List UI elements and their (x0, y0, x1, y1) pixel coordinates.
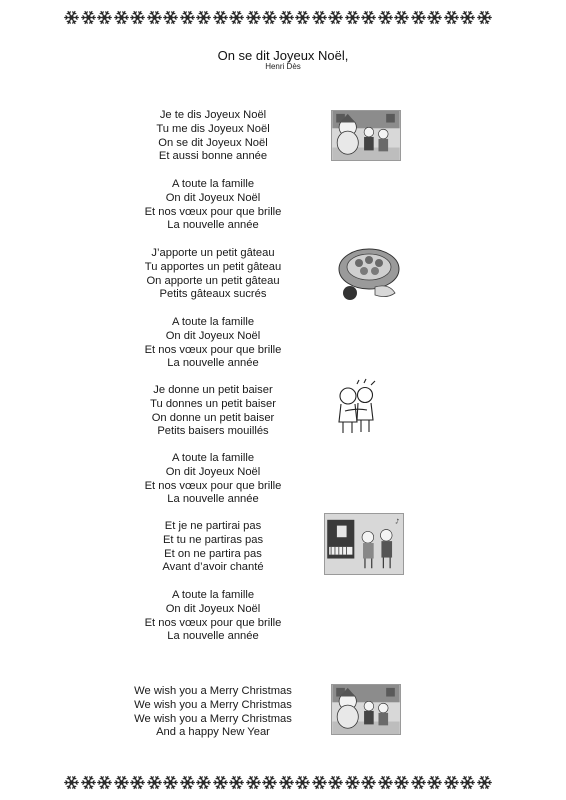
snowflake-icon (279, 10, 294, 25)
lyric-line: Et je ne partirai pas (164, 520, 262, 532)
stanza-8 (113, 589, 313, 644)
snowflake-icon (444, 10, 459, 25)
kissing-children-icon (331, 378, 383, 435)
snowflake-icon (246, 10, 261, 25)
snowflake-icon (130, 10, 145, 25)
snowflake-icon (460, 10, 475, 25)
lyric-line: Et nos vœux pour que brille (144, 205, 282, 218)
lyric-line: Tu apportes un petit gâteau (144, 260, 282, 273)
snowflake-icon (229, 10, 244, 25)
lyric-line: And a happy New Year (156, 726, 270, 739)
snowflake-icon (295, 10, 310, 25)
lyric-line: A toute la famille (171, 316, 255, 328)
stanza-3 (113, 247, 313, 302)
lyric-line: Avant d’avoir chanté (162, 561, 264, 574)
lyric-line: Petits gâteaux sucrés (159, 288, 267, 301)
snowflake-icon (345, 10, 360, 25)
snowflake-icon (378, 775, 393, 790)
snowflake-icon (213, 775, 228, 790)
snowflake-icon (279, 775, 294, 790)
lyric-line: Et tu ne partiras pas (162, 533, 264, 546)
snowflake-icon (229, 775, 244, 790)
lyric-line: Et on ne partira pas (164, 547, 262, 560)
lyric-line: We wish you a Merry Christmas (134, 698, 292, 711)
snowflake-icon (196, 775, 211, 790)
lyric-line: On dit Joyeux Noël (165, 465, 261, 478)
svg-text:♪: ♪ (394, 517, 400, 526)
snowflake-icon (180, 10, 195, 25)
snowflake-icon (64, 775, 79, 790)
lyric-line: Et nos vœux pour que brille (144, 616, 282, 629)
children-singing-piano-icon (324, 513, 404, 575)
lyric-line: On donne un petit baiser (151, 411, 275, 424)
snowflake-icon (114, 10, 129, 25)
lyric-line: Je donne un petit baiser (153, 384, 273, 396)
stanza-9 (113, 685, 313, 740)
snowflake-icon (394, 10, 409, 25)
snowflake-icon (213, 10, 228, 25)
lyric-line: On dit Joyeux Noël (165, 329, 261, 342)
cake-plate-icon (333, 245, 403, 303)
lyric-line: Petits baisers mouillés (157, 425, 269, 438)
stanza-7 (113, 520, 313, 575)
snowflake-icon (361, 775, 376, 790)
lyric-line: On apporte un petit gâteau (146, 274, 280, 287)
lyric-line: On dit Joyeux Noël (165, 191, 261, 204)
snowflake-icon (427, 10, 442, 25)
snowflake-icon (295, 775, 310, 790)
snowflake-icon (312, 10, 327, 25)
snowflake-icon (460, 775, 475, 790)
snowflake-icon (427, 775, 442, 790)
lyric-line: Tu donnes un petit baiser (150, 397, 276, 410)
snowflake-icon (64, 10, 79, 25)
stanza-5 (113, 384, 313, 439)
snowflake-icon (196, 10, 211, 25)
snowflake-icon (378, 10, 393, 25)
lyric-line: La nouvelle année (167, 357, 259, 370)
snowflake-icon (246, 775, 261, 790)
santa-children-icon (331, 684, 401, 735)
snowflake-icon (163, 775, 178, 790)
snowflake-icon (262, 775, 277, 790)
stanza-1 (113, 109, 313, 164)
lyric-line: Tu me dis Joyeux Noël (156, 122, 270, 135)
snowflake-icon (97, 775, 112, 790)
snowflake-icon (394, 775, 409, 790)
lyric-line: La nouvelle année (167, 219, 259, 232)
lyric-line: Et nos vœux pour que brille (144, 479, 282, 492)
lyric-line: La nouvelle année (167, 630, 259, 643)
snowflake-border-top (64, 9, 492, 25)
snowflake-icon (444, 775, 459, 790)
snowflake-icon (97, 10, 112, 25)
snowflake-icon (130, 775, 145, 790)
snowflake-icon (477, 10, 492, 25)
snowflake-icon (147, 775, 162, 790)
snowflake-icon (81, 775, 96, 790)
snowflake-icon (328, 10, 343, 25)
snowflake-border-bottom (64, 774, 492, 790)
lyric-line: La nouvelle année (167, 493, 259, 506)
lyric-line: A toute la famille (171, 178, 255, 190)
lyric-line: A toute la famille (171, 589, 255, 601)
page-title: On se dit Joyeux Noël, (217, 48, 349, 63)
stanza-4 (113, 316, 313, 371)
snowflake-icon (411, 10, 426, 25)
snowflake-icon (262, 10, 277, 25)
snowflake-icon (312, 775, 327, 790)
snowflake-icon (477, 775, 492, 790)
lyric-line: We wish you a Merry Christmas (134, 712, 292, 725)
snowflake-icon (163, 10, 178, 25)
snowflake-icon (180, 775, 195, 790)
lyric-line: We wish you a Merry Christmas (134, 685, 292, 697)
lyric-line: On se dit Joyeux Noël (158, 136, 268, 149)
author-name: Henri Dès (265, 62, 301, 71)
lyric-line: Et nos vœux pour que brille (144, 343, 282, 356)
santa-children-icon (331, 110, 401, 161)
lyric-line: J’apporte un petit gâteau (151, 247, 275, 259)
snowflake-icon (411, 775, 426, 790)
lyric-line: Et aussi bonne année (158, 150, 268, 163)
snowflake-icon (81, 10, 96, 25)
snowflake-icon (361, 10, 376, 25)
lyric-line: Je te dis Joyeux Noël (159, 109, 267, 121)
stanza-2 (113, 178, 313, 233)
snowflake-icon (114, 775, 129, 790)
lyric-line: On dit Joyeux Noël (165, 602, 261, 615)
lyric-line: A toute la famille (171, 452, 255, 464)
snowflake-icon (147, 10, 162, 25)
snowflake-icon (328, 775, 343, 790)
stanza-6 (113, 452, 313, 507)
snowflake-icon (345, 775, 360, 790)
